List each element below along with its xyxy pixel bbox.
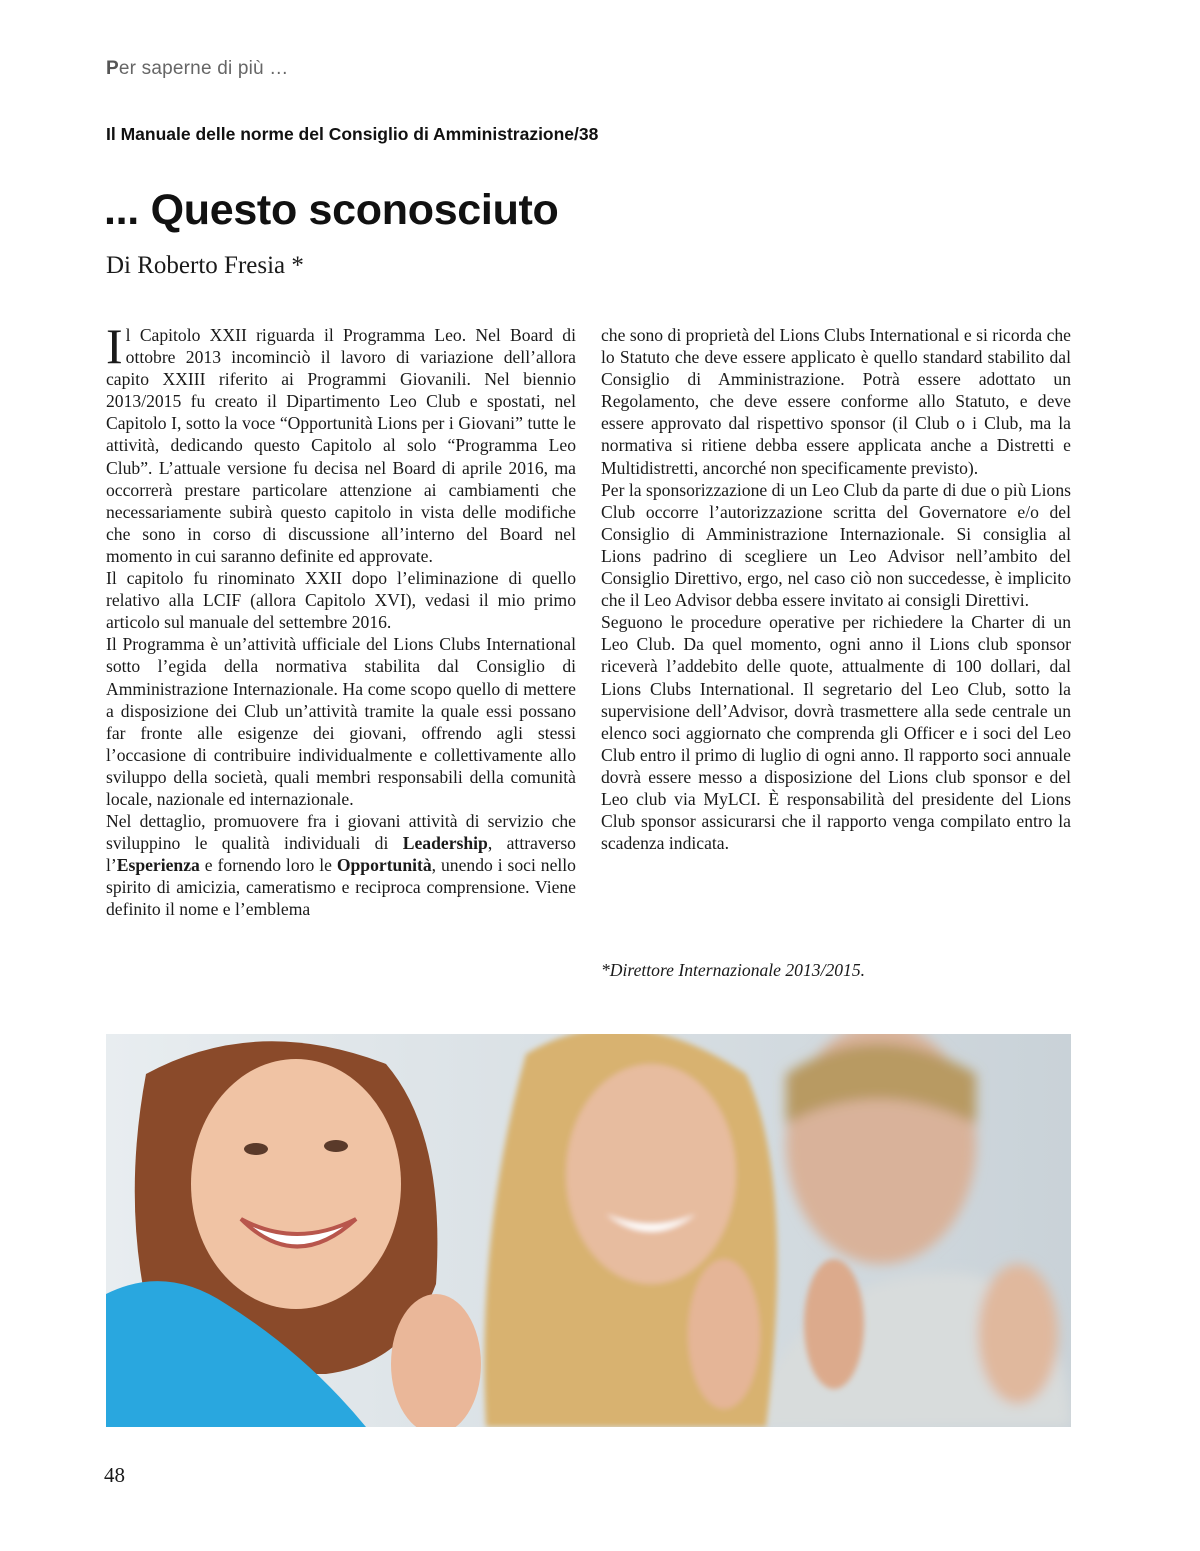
paragraph-text: Nel dettaglio, promuovere fra i giovani attività di servizio che sviluppino le qualità individuali di <box>106 811 576 854</box>
paragraph: Il capitolo fu rinominato XXII dopo l’eliminazione di quello relativo alla LCIF (allora Capitolo XVI), vedasi il mio primo articolo sul manuale del settembre 2016. <box>106 568 576 633</box>
article-byline: Di Roberto Fresia * <box>106 252 304 279</box>
paragraph: Il Programma è un’attività ufficiale del Lions Clubs International sotto l’egida della normativa stabilita dal Consiglio di Amministrazione Internazionale. Ha come scopo quello di mettere a disposizione dei Club un’attività tramite la quale essi possano far fronte alle esigenze dei giovani, offrendo agli stessi l’occasione di contribuire individualmente e collettivamente allo sviluppo della società, quali membri responsabili della comunità locale, nazionale ed internazionale. <box>106 634 576 809</box>
photo-illustration <box>106 1034 1071 1427</box>
paragraph <box>106 318 576 567</box>
page-number: 48 <box>104 1463 125 1487</box>
emphasis-esperienza: Esperienza <box>116 855 200 876</box>
section-kicker <box>106 58 289 80</box>
paragraph: che sono di proprietà del Lions Clubs International e si ricorda che lo Statuto che deve essere applicato è quello standard stabilito dal Consiglio di Amministrazione. Potrà essere adottato un Regolamento, che deve essere conforme allo Statuto, e deve essere approvato dal rispettivo sponsor (il Club o i Club, ma la normativa si ritiene debba essere applicata anche a Distretti e Multidistretti, ancorché non specificamente previsto). <box>601 325 1071 478</box>
drop-cap: I <box>106 318 123 374</box>
paragraph: Per la sponsorizzazione di un Leo Club da parte di due o più Lions Club occorre l’autorizzazione scritta del Governatore e/o del Consiglio di Amministrazione Internazionale. Si consiglia al Lions padrino di scegliere un Leo Advisor nell’ambito del Consiglio Direttivo, ergo, nel caso ciò non succedesse, è implicito che il Leo Advisor debba essere invitato ai consigli Direttivi. <box>601 479 1071 611</box>
emphasis-leadership: Leadership <box>402 833 488 854</box>
kicker-initial: P <box>106 58 119 79</box>
author-note: *Direttore Internazionale 2013/2015. <box>601 960 866 980</box>
paragraph <box>106 810 576 920</box>
emphasis-opportunita: Opportunità <box>336 855 432 876</box>
article-photo <box>106 1034 1071 1427</box>
kicker-text: er saperne di più … <box>118 58 289 79</box>
article-column-right <box>601 324 1071 854</box>
paragraph-text: e fornendo loro le <box>199 855 337 876</box>
paragraph-text: , attraverso l’ <box>106 833 576 876</box>
article-column-left <box>106 318 576 921</box>
paragraph-text: , unendo i soci nello spirito di amicizia, cameratismo e reciproca comprensione. Viene definito il nome e l’emblema <box>106 855 576 920</box>
paragraph: Seguono le procedure operative per richiedere la Charter di un Leo Club. Da quel momento, ogni anno il Lions club sponsor riceverà l’addebito delle quote, attualmente di 100 dollari, dal Lions Clubs International. Il segretario del Leo Club, sotto la supervisione dell’Advisor, dovrà trasmettere alla sede centrale un elenco soci aggiornato che comprenda gli Officer e i soci del Leo Club entro il primo di luglio di ogni anno. Il rapporto soci annuale dovrà essere messo a disposizione del Lions club sponsor e del Leo club via MyLCI. È responsabilità del presidente del Lions Club sponsor assicurarsi che il rapporto venga compilato entro la scadenza indicata. <box>601 612 1071 854</box>
paragraph-text: l Capitolo XXII riguarda il Programma Leo. Nel Board di ottobre 2013 incominciò il lavoro di variazione dell’allora capito XXIII riferito ai Programmi Giovanili. Nel biennio 2013/2015 fu creato il Dipartimento Leo Club e spostati, nel Capitolo I, sotto la voce “Opportunità Lions per i Giovani” tutte le attività, dedicando questo Capitolo al solo “Programma Leo Club”. L’attuale versione fu decisa nel Board di aprile 2016, ma occorrerà prestare particolare attenzione ai cambiamenti che necessariamente subirà questo capitolo in vista delle modifiche che sono in corso di discussione all’interno del Board nel momento in cui saranno definite ed approvate. <box>106 325 576 566</box>
article-title: ... Questo sconosciuto <box>104 186 559 234</box>
series-heading: Il Manuale delle norme del Consiglio di Amministrazione/38 <box>106 124 599 144</box>
